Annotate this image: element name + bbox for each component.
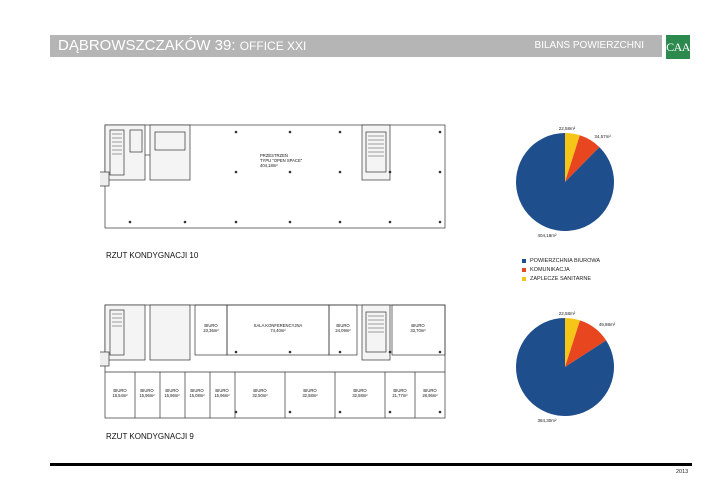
- room-area: 32,58m²: [352, 393, 368, 398]
- room-name: BIURO: [204, 323, 218, 328]
- title-address: DĄBROWSZCZAKÓW 39:: [58, 37, 236, 54]
- room-area: 15,96m²: [164, 393, 180, 398]
- label-office: 384,30m²: [537, 418, 557, 423]
- open-space-label-1: PRZESTRZEŃ: [260, 153, 288, 158]
- room-area: 28,96m²: [422, 393, 438, 398]
- label-communication: 34,57m²: [594, 134, 611, 140]
- legend-label-office: POWIERZCHNIA BIUROWA: [530, 257, 601, 264]
- legend: [522, 256, 600, 283]
- legend-swatch-sanitary: [522, 277, 526, 281]
- room-area: 74,40m²: [270, 328, 286, 333]
- caa-logo: CAA: [666, 35, 690, 59]
- room-name: SALA KONFERENCYJNA: [253, 323, 303, 328]
- legend-label-communication: KOMUNIKACJA: [530, 266, 570, 273]
- legend-swatch-communication: [522, 268, 526, 272]
- room-area: 18,54m²: [112, 393, 128, 398]
- label-communication: 49,88m²: [598, 322, 616, 328]
- open-space-area: 404,18m²: [260, 163, 278, 168]
- room-name: BIURO: [393, 388, 407, 393]
- legend-swatch-office: [522, 259, 526, 263]
- legend-item-sanitary: [522, 274, 600, 283]
- room-name: BIURO: [165, 388, 179, 393]
- room-area: 24,09m²: [335, 328, 351, 333]
- room-name: BIURO: [411, 323, 425, 328]
- section-title: BILANS POWIERZCHNI: [534, 40, 644, 51]
- room-name: BIURO: [215, 388, 229, 393]
- room-name: BIURO: [140, 388, 154, 393]
- room-name: BIURO: [423, 388, 437, 393]
- room-name: BIURO: [336, 323, 350, 328]
- open-space-label-2: TYPU "OPEN SPACE": [260, 158, 303, 163]
- room-area: 23,36m²: [203, 328, 219, 333]
- pie-chart-floor-10: [505, 120, 625, 240]
- room-name: BIURO: [253, 388, 267, 393]
- room-name: BIURO: [113, 388, 127, 393]
- slice-office: [516, 133, 614, 231]
- room-name: BIURO: [353, 388, 367, 393]
- label-office: 404,18m²: [537, 233, 557, 238]
- title-building: OFFICE XXI: [239, 39, 307, 53]
- room-area: 15,96m²: [214, 393, 230, 398]
- room-area: 15,08m²: [189, 393, 205, 398]
- floor-10-plan: [100, 120, 450, 235]
- floor-10-label: RZUT KONDYGNACJI 10: [106, 251, 199, 260]
- legend-item-communication: [522, 265, 600, 274]
- footer-rule: [50, 463, 692, 466]
- room-area: 32,58m²: [302, 393, 318, 398]
- page-title: [58, 37, 306, 54]
- room-area: 33,70m²: [410, 328, 426, 333]
- footer-year: 2013: [676, 469, 689, 475]
- room-area: 21,77m²: [392, 393, 408, 398]
- room-area: 32,50m²: [252, 393, 268, 398]
- pie-chart-floor-9: [505, 305, 625, 425]
- floor-9-plan: [100, 300, 450, 425]
- label-sanitary: 22,58m²: [558, 311, 576, 316]
- room-name: BIURO: [190, 388, 204, 393]
- title-bar: [50, 35, 662, 57]
- legend-item-office: [522, 256, 600, 265]
- room-area: 15,96m²: [139, 393, 155, 398]
- label-sanitary: 22,58m²: [558, 126, 576, 131]
- floor-9-label: RZUT KONDYGNACJI 9: [106, 432, 194, 441]
- legend-label-sanitary: ZAPLECZE SANITARNE: [530, 275, 592, 282]
- room-name: BIURO: [303, 388, 317, 393]
